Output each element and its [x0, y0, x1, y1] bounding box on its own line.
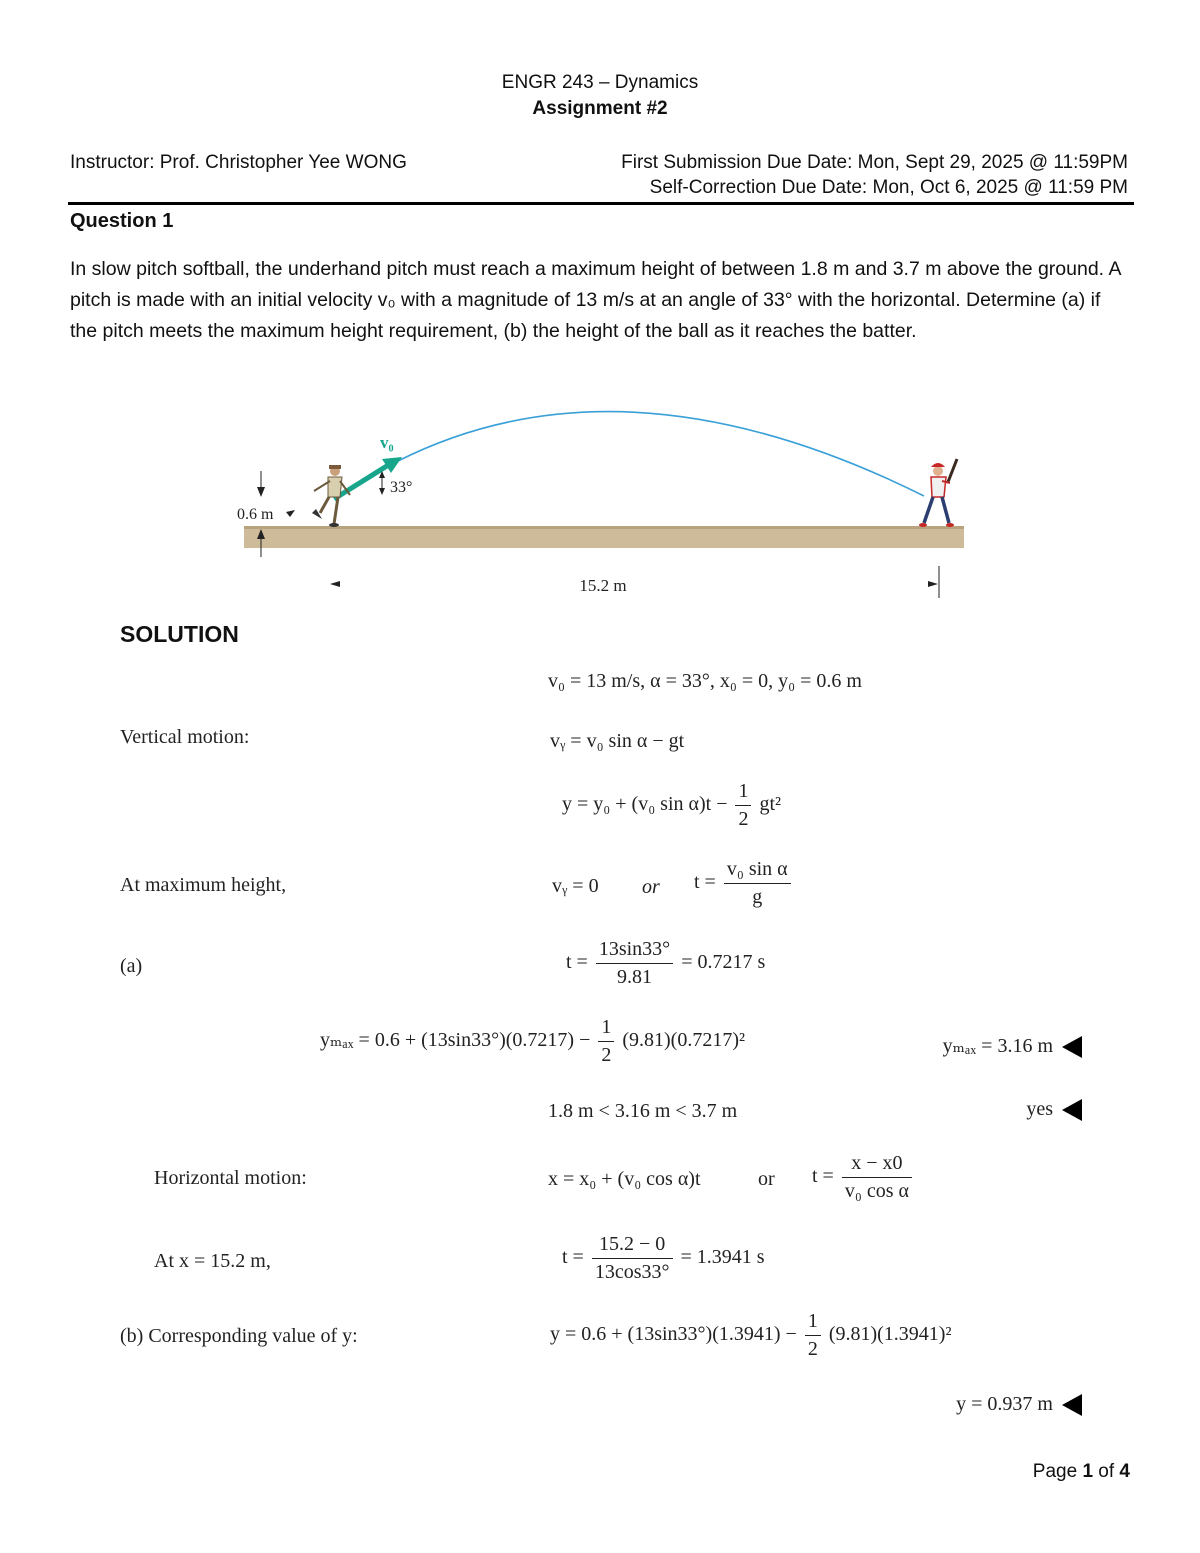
- max-t-equation: [694, 858, 794, 909]
- x-t-equation: [812, 1152, 915, 1203]
- trajectory-curve: [398, 412, 924, 496]
- y-equation-fraction: [735, 780, 751, 831]
- t-b-num: 15.2 − 0: [592, 1233, 673, 1259]
- max-height-label: At maximum height,: [120, 874, 287, 896]
- height-pointer-icon: [286, 510, 295, 517]
- ymax-result: [943, 1033, 1082, 1058]
- y-equation-tail: gt²: [759, 793, 782, 816]
- t-b-equation: [562, 1233, 765, 1284]
- t-a-fraction: [596, 938, 673, 989]
- header-divider: [68, 202, 1134, 205]
- max-vy-equation: vᵧ = 0: [552, 875, 599, 897]
- t-b-fraction: [592, 1233, 673, 1284]
- velocity-label: v₀: [380, 433, 394, 452]
- t-a-num: 13sin33°: [596, 938, 673, 964]
- ymax-den: 2: [601, 1044, 612, 1066]
- answer-arrow-icon: [1062, 1394, 1082, 1416]
- t-b-den: 13cos33°: [594, 1261, 670, 1283]
- y-equation-lhs: y = y₀ + (v₀ sin α)t −: [562, 793, 728, 816]
- max-t-fraction: [724, 858, 791, 909]
- page-total: 4: [1119, 1461, 1130, 1482]
- assignment-title: Assignment #2: [532, 98, 668, 119]
- yes-result: [1026, 1098, 1082, 1121]
- y-equation: [562, 780, 781, 831]
- solution-heading: SOLUTION: [120, 621, 239, 647]
- pitcher-figure: [312, 465, 350, 527]
- y-b-tail: (9.81)(1.3941)²: [828, 1323, 952, 1346]
- ymax-equation: [320, 1016, 745, 1067]
- distance-arrow-left: [330, 581, 340, 587]
- first-due-date: First Submission Due Date: Mon, Sept 29, 2025 @ 11:59PM: [621, 152, 1128, 173]
- t-b-rhs: = 1.3941 s: [680, 1246, 765, 1269]
- ymax-lhs: yₘₐₓ = 0.6 + (13sin33°)(0.7217) −: [320, 1029, 591, 1052]
- ymax-num: 1: [598, 1016, 614, 1042]
- y-result: [956, 1393, 1082, 1416]
- t-a-den: 9.81: [617, 966, 653, 988]
- answer-arrow-icon: [1062, 1099, 1082, 1121]
- page-prefix: Page: [1032, 1461, 1083, 1482]
- page-of: of: [1093, 1461, 1120, 1482]
- max-t-num: v₀ sin α: [724, 858, 791, 884]
- x-t-num: x − x0: [842, 1152, 912, 1178]
- at-x-label: At x = 15.2 m,: [154, 1250, 271, 1272]
- ymax-tail: (9.81)(0.7217)²: [622, 1029, 745, 1052]
- vy-equation: vᵧ = v₀ sin α − gt: [550, 730, 685, 752]
- softball-pitch-figure: [230, 385, 975, 610]
- y-b-den: 2: [807, 1338, 818, 1360]
- x-t-lhs: t =: [812, 1165, 834, 1188]
- angle-arrow-down: [379, 488, 385, 495]
- or-text-2: or: [758, 1168, 775, 1190]
- y-result-text: y = 0.937 m: [956, 1393, 1053, 1415]
- ground: [244, 526, 964, 548]
- y-equation-den: 2: [738, 808, 749, 830]
- question-text: In slow pitch softball, the underhand pitch must reach a maximum height of between 1.8 m and 3.7 m above the ground. A pitch is made with an initial velocity v₀ with a magnitude of 13 m/s at an angle of 33° with the horizontal. Determine (a) if the pitch meets the maximum height requirement, (b) the height of the ball as it reaches the batter.: [70, 258, 1121, 342]
- angle-label: 33°: [390, 479, 413, 496]
- yes-result-text: yes: [1026, 1098, 1053, 1120]
- page-current: 1: [1082, 1461, 1094, 1482]
- height-label: 0.6 m: [237, 506, 274, 523]
- distance-label: 15.2 m: [579, 576, 627, 595]
- self-correction-due-date: Self-Correction Due Date: Mon, Oct 6, 2025 @ 11:59 PM: [649, 177, 1128, 198]
- y-b-lhs: y = 0.6 + (13sin33°)(1.3941) −: [550, 1323, 797, 1346]
- page-number: [1033, 1461, 1130, 1483]
- x-equation: x = x₀ + (v₀ cos α)t: [548, 1168, 701, 1190]
- y-b-equation: [550, 1310, 951, 1361]
- t-a-rhs: = 0.7217 s: [681, 951, 766, 974]
- batter-figure: [919, 459, 957, 527]
- t-a-equation: [566, 938, 765, 989]
- y-b-fraction: [805, 1310, 821, 1361]
- t-a-lhs: t =: [566, 951, 588, 974]
- horizontal-motion-label: Horizontal motion:: [154, 1167, 307, 1189]
- y-b-num: 1: [805, 1310, 821, 1336]
- vertical-motion-label: Vertical motion:: [120, 726, 250, 748]
- or-text: or: [642, 876, 660, 898]
- max-t-lhs: t =: [694, 871, 716, 894]
- ymax-fraction: [598, 1016, 614, 1067]
- answer-arrow-icon: [1062, 1036, 1082, 1058]
- part-b-label: (b) Corresponding value of y:: [120, 1325, 358, 1347]
- max-t-den: g: [752, 886, 763, 908]
- y-equation-num: 1: [735, 780, 751, 806]
- ground-edge: [244, 526, 964, 529]
- distance-arrow-right: [928, 581, 938, 587]
- course-title: ENGR 243 – Dynamics: [501, 72, 699, 93]
- instructor-line: Instructor: Prof. Christopher Yee WONG: [70, 152, 407, 173]
- part-a-label: (a): [120, 955, 143, 977]
- question-heading: Question 1: [70, 210, 174, 232]
- ymax-result-text: yₘₐₓ = 3.16 m: [942, 1035, 1053, 1057]
- t-b-lhs: t =: [562, 1246, 584, 1269]
- height-dim-arrow-down: [257, 487, 265, 497]
- range-check: 1.8 m < 3.16 m < 3.7 m: [548, 1100, 738, 1122]
- x-t-fraction: [842, 1152, 912, 1203]
- x-t-den: v₀ cos α: [844, 1180, 909, 1202]
- given-values: v₀ = 13 m/s, α = 33°, x₀ = 0, y₀ = 0.6 m: [548, 670, 862, 692]
